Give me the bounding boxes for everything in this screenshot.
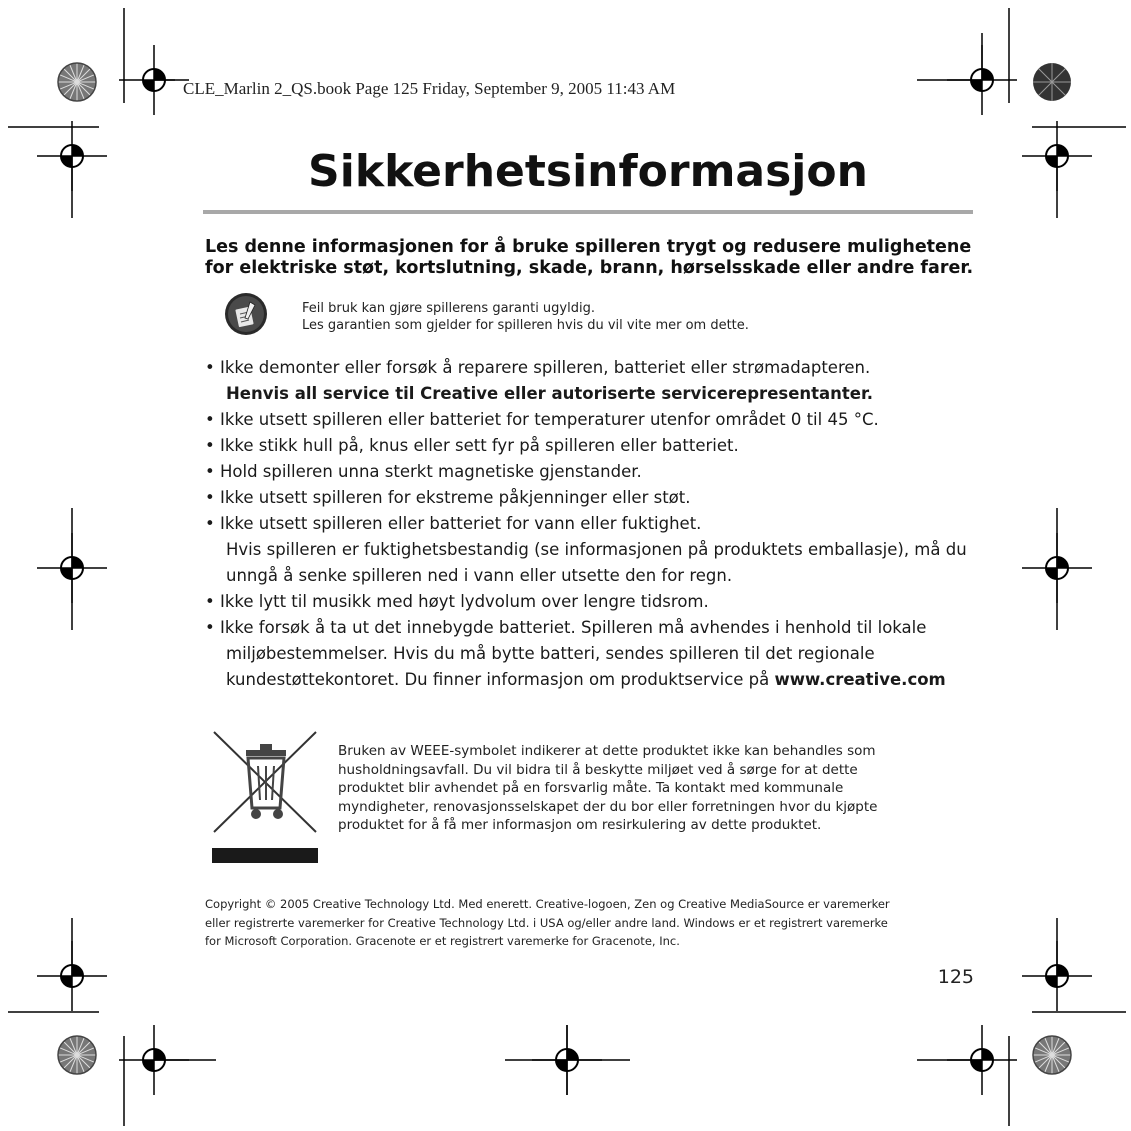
list-item-continuation: miljøbestemmelser. Hvis du må bytte batteri, sendes spilleren til det regionale: [226, 644, 875, 663]
list-item-continuation: [205, 667, 995, 693]
weee-line: produktet for å få mer informasjon om resirkulering av dette produktet.: [338, 817, 822, 833]
print-slug: CLE_Marlin 2_QS.book Page 125 Friday, September 9, 2005 11:43 AM: [183, 79, 676, 98]
intro-line: Les denne informasjonen for å bruke spilleren trygt og redusere mulighetene: [205, 237, 972, 257]
crossed-out-wheelie-bin-icon: [210, 728, 320, 865]
copyright-line: eller registrerte varemerker for Creative Technology Ltd. i USA og/eller andre land. Windows er et registrert varemerke: [205, 915, 888, 930]
list-item: • Ikke demonter eller forsøk å reparere spilleren, batteriet eller strømadapteren.: [205, 358, 871, 377]
note-line: Les garantien som gjelder for spilleren hvis du vil vite mer om dette.: [302, 318, 749, 333]
weee-notice: [338, 742, 958, 835]
weee-line: husholdningsavfall. Du vil bidra til å beskytte miljøet ved å sørge for at dette: [338, 761, 858, 778]
copyright-line: for Microsoft Corporation. Gracenote er et registrert varemerke for Gracenote, Inc.: [205, 934, 680, 948]
weee-line: produktet blir avhendet på en forsvarlig måte. Ta kontakt med kommunale: [338, 780, 844, 796]
list-item: • Ikke utsett spilleren for ekstreme påkjenninger eller støt.: [205, 488, 691, 507]
intro-line: for elektriske støt, kortslutning, skade, brann, hørselsskade eller andre farer.: [205, 258, 974, 278]
list-item-continuation: Hvis spilleren er fuktighetsbestandig (se informasjonen på produktets emballasje), må du: [226, 540, 967, 559]
list-item: • Ikke lytt til musikk med høyt lydvolum over lengre tidsrom.: [205, 592, 709, 611]
note-line: Feil bruk kan gjøre spillerens garanti ugyldig.: [302, 301, 595, 316]
list-item: • Ikke forsøk å ta ut det innebygde batteriet. Spilleren må avhendes i henhold til lokale: [205, 618, 927, 637]
copyright-notice: [205, 895, 995, 951]
list-item: • Hold spilleren unna sterkt magnetiske gjenstander.: [205, 462, 642, 481]
pencil-note-icon: [224, 292, 268, 336]
weee-line: Bruken av WEEE-symbolet indikerer at dette produktet ikke kan behandles som: [338, 743, 876, 759]
title-rule: [203, 210, 973, 214]
list-item: • Ikke utsett spilleren eller batteriet for vann eller fuktighet.: [205, 514, 702, 533]
list-item-continuation: unngå å senke spilleren ned i vann eller utsette den for regn.: [226, 566, 733, 585]
list-item: • Ikke stikk hull på, knus eller sett fyr på spilleren eller batteriet.: [205, 436, 739, 455]
list-item-text: kundestøttekontoret. Du finner informasjon om produktservice på: [226, 670, 775, 689]
page-number: 125: [937, 966, 974, 988]
weee-line: myndigheter, renovasjonsselskapet der du bor eller forretningen hvor du kjøpte: [338, 798, 878, 815]
intro-paragraph: [205, 237, 975, 279]
website-link[interactable]: www.creative.com: [774, 670, 946, 689]
warranty-note: [302, 300, 942, 334]
page-title: Sikkerhetsinformasjon: [308, 146, 868, 197]
list-item: • Ikke utsett spilleren eller batteriet for temperaturer utenfor området 0 til 45 °C.: [205, 410, 879, 429]
list-item-emphasis: Henvis all service til Creative eller autoriserte servicerepresentanter.: [226, 384, 874, 403]
copyright-line: Copyright © 2005 Creative Technology Ltd. Med enerett. Creative-logoen, Zen og Creative MediaSource er varemerker: [205, 897, 890, 911]
safety-list: [205, 355, 995, 693]
